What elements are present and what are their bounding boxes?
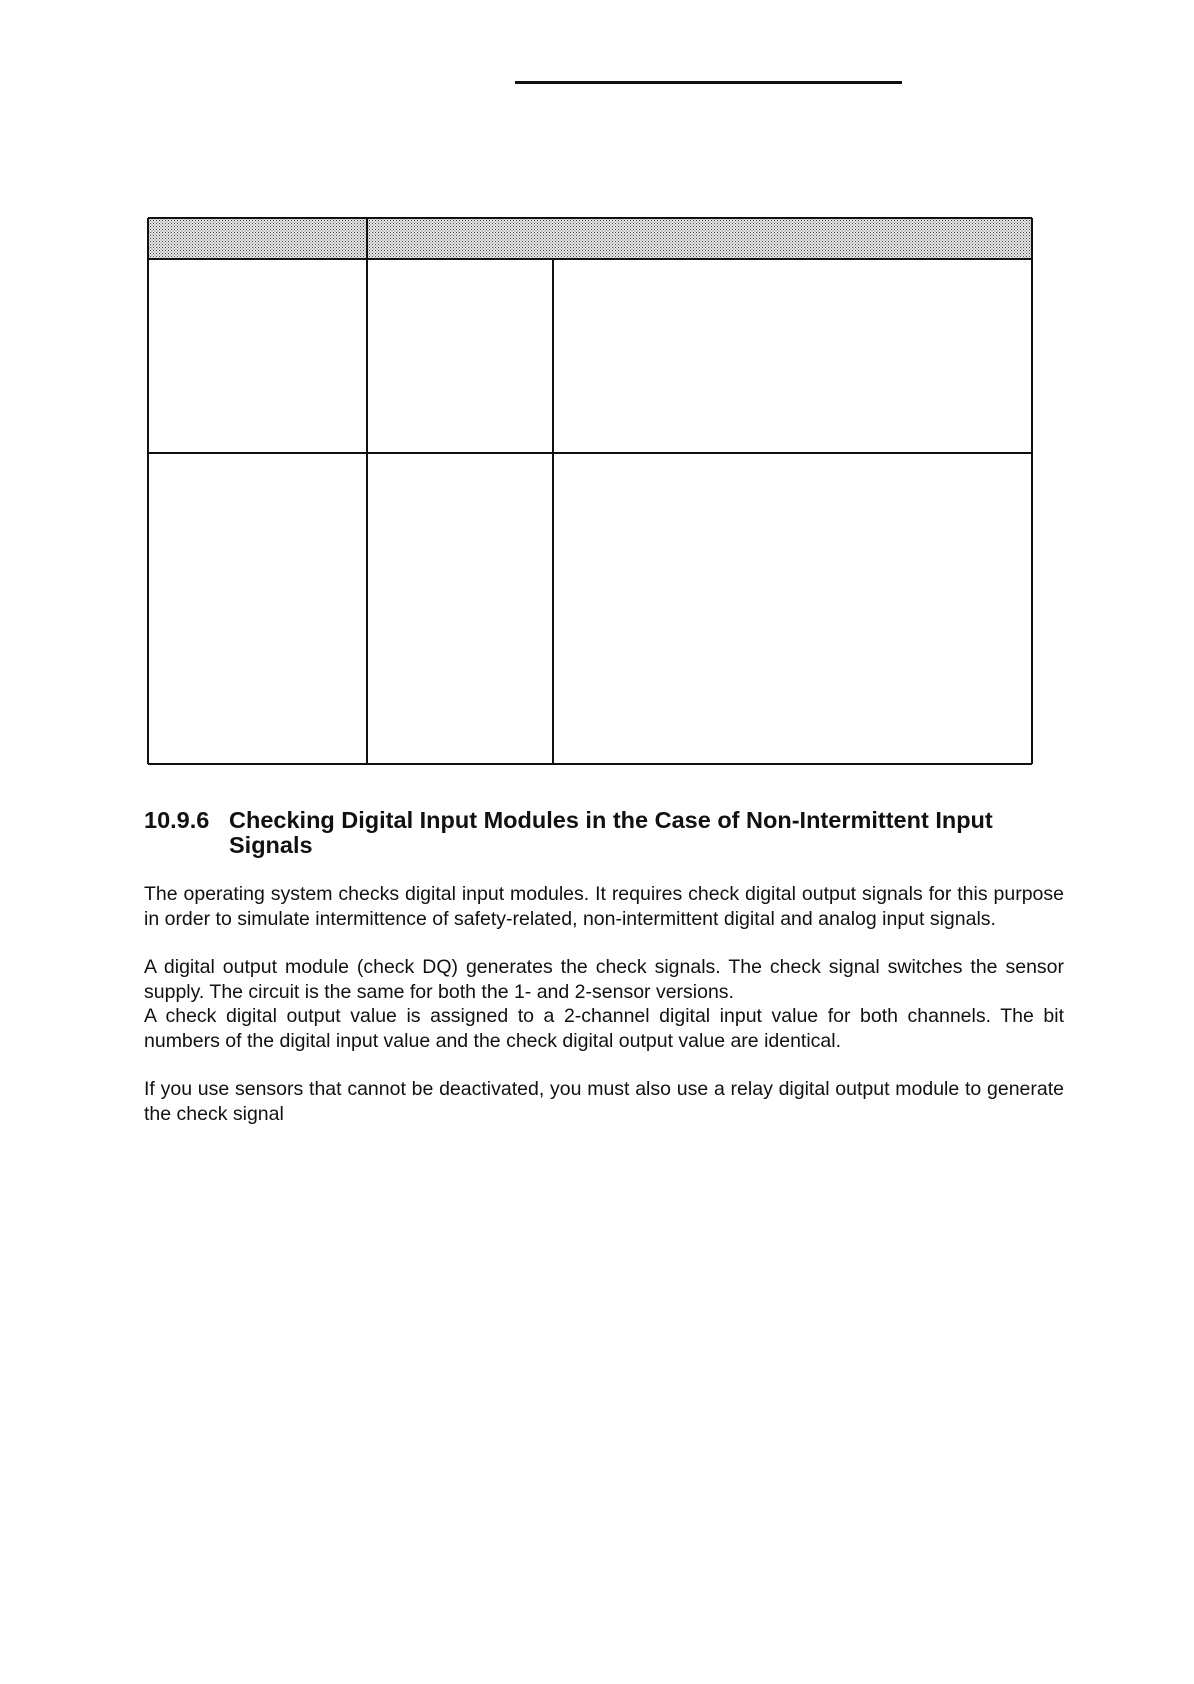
paragraph-3: A check digital output value is assigned to a 2-channel digital input value for both channels. The bit numbers of the digital input value and the check digital output value are identical.	[144, 1005, 1064, 1052]
paragraph-2: A digital output module (check DQ) generates the check signals. The check signal switches the sensor supply. The circuit is the same for both the 1- and 2-sensor versions.	[144, 956, 1064, 1003]
paragraph-1: The operating system checks digital input modules. It requires check digital output signals for this purpose in order to simulate intermittence of safety-related, non-intermittent digital and analog input signals.	[144, 883, 1064, 930]
section-number: 10.9.6	[144, 807, 210, 833]
empty-table	[147, 217, 1033, 765]
paragraph-4: If you use sensors that cannot be deactivated, you must also use a relay digital output module to generate the check signal	[144, 1078, 1064, 1125]
section-title: Checking Digital Input Modules in the Case of Non-Intermittent Input Signals	[229, 807, 993, 858]
section-10-9-6	[144, 808, 1064, 1126]
table-header-left	[148, 218, 366, 259]
header-rule	[515, 81, 902, 84]
table-header-right	[368, 218, 1032, 259]
section-heading	[144, 808, 1064, 858]
